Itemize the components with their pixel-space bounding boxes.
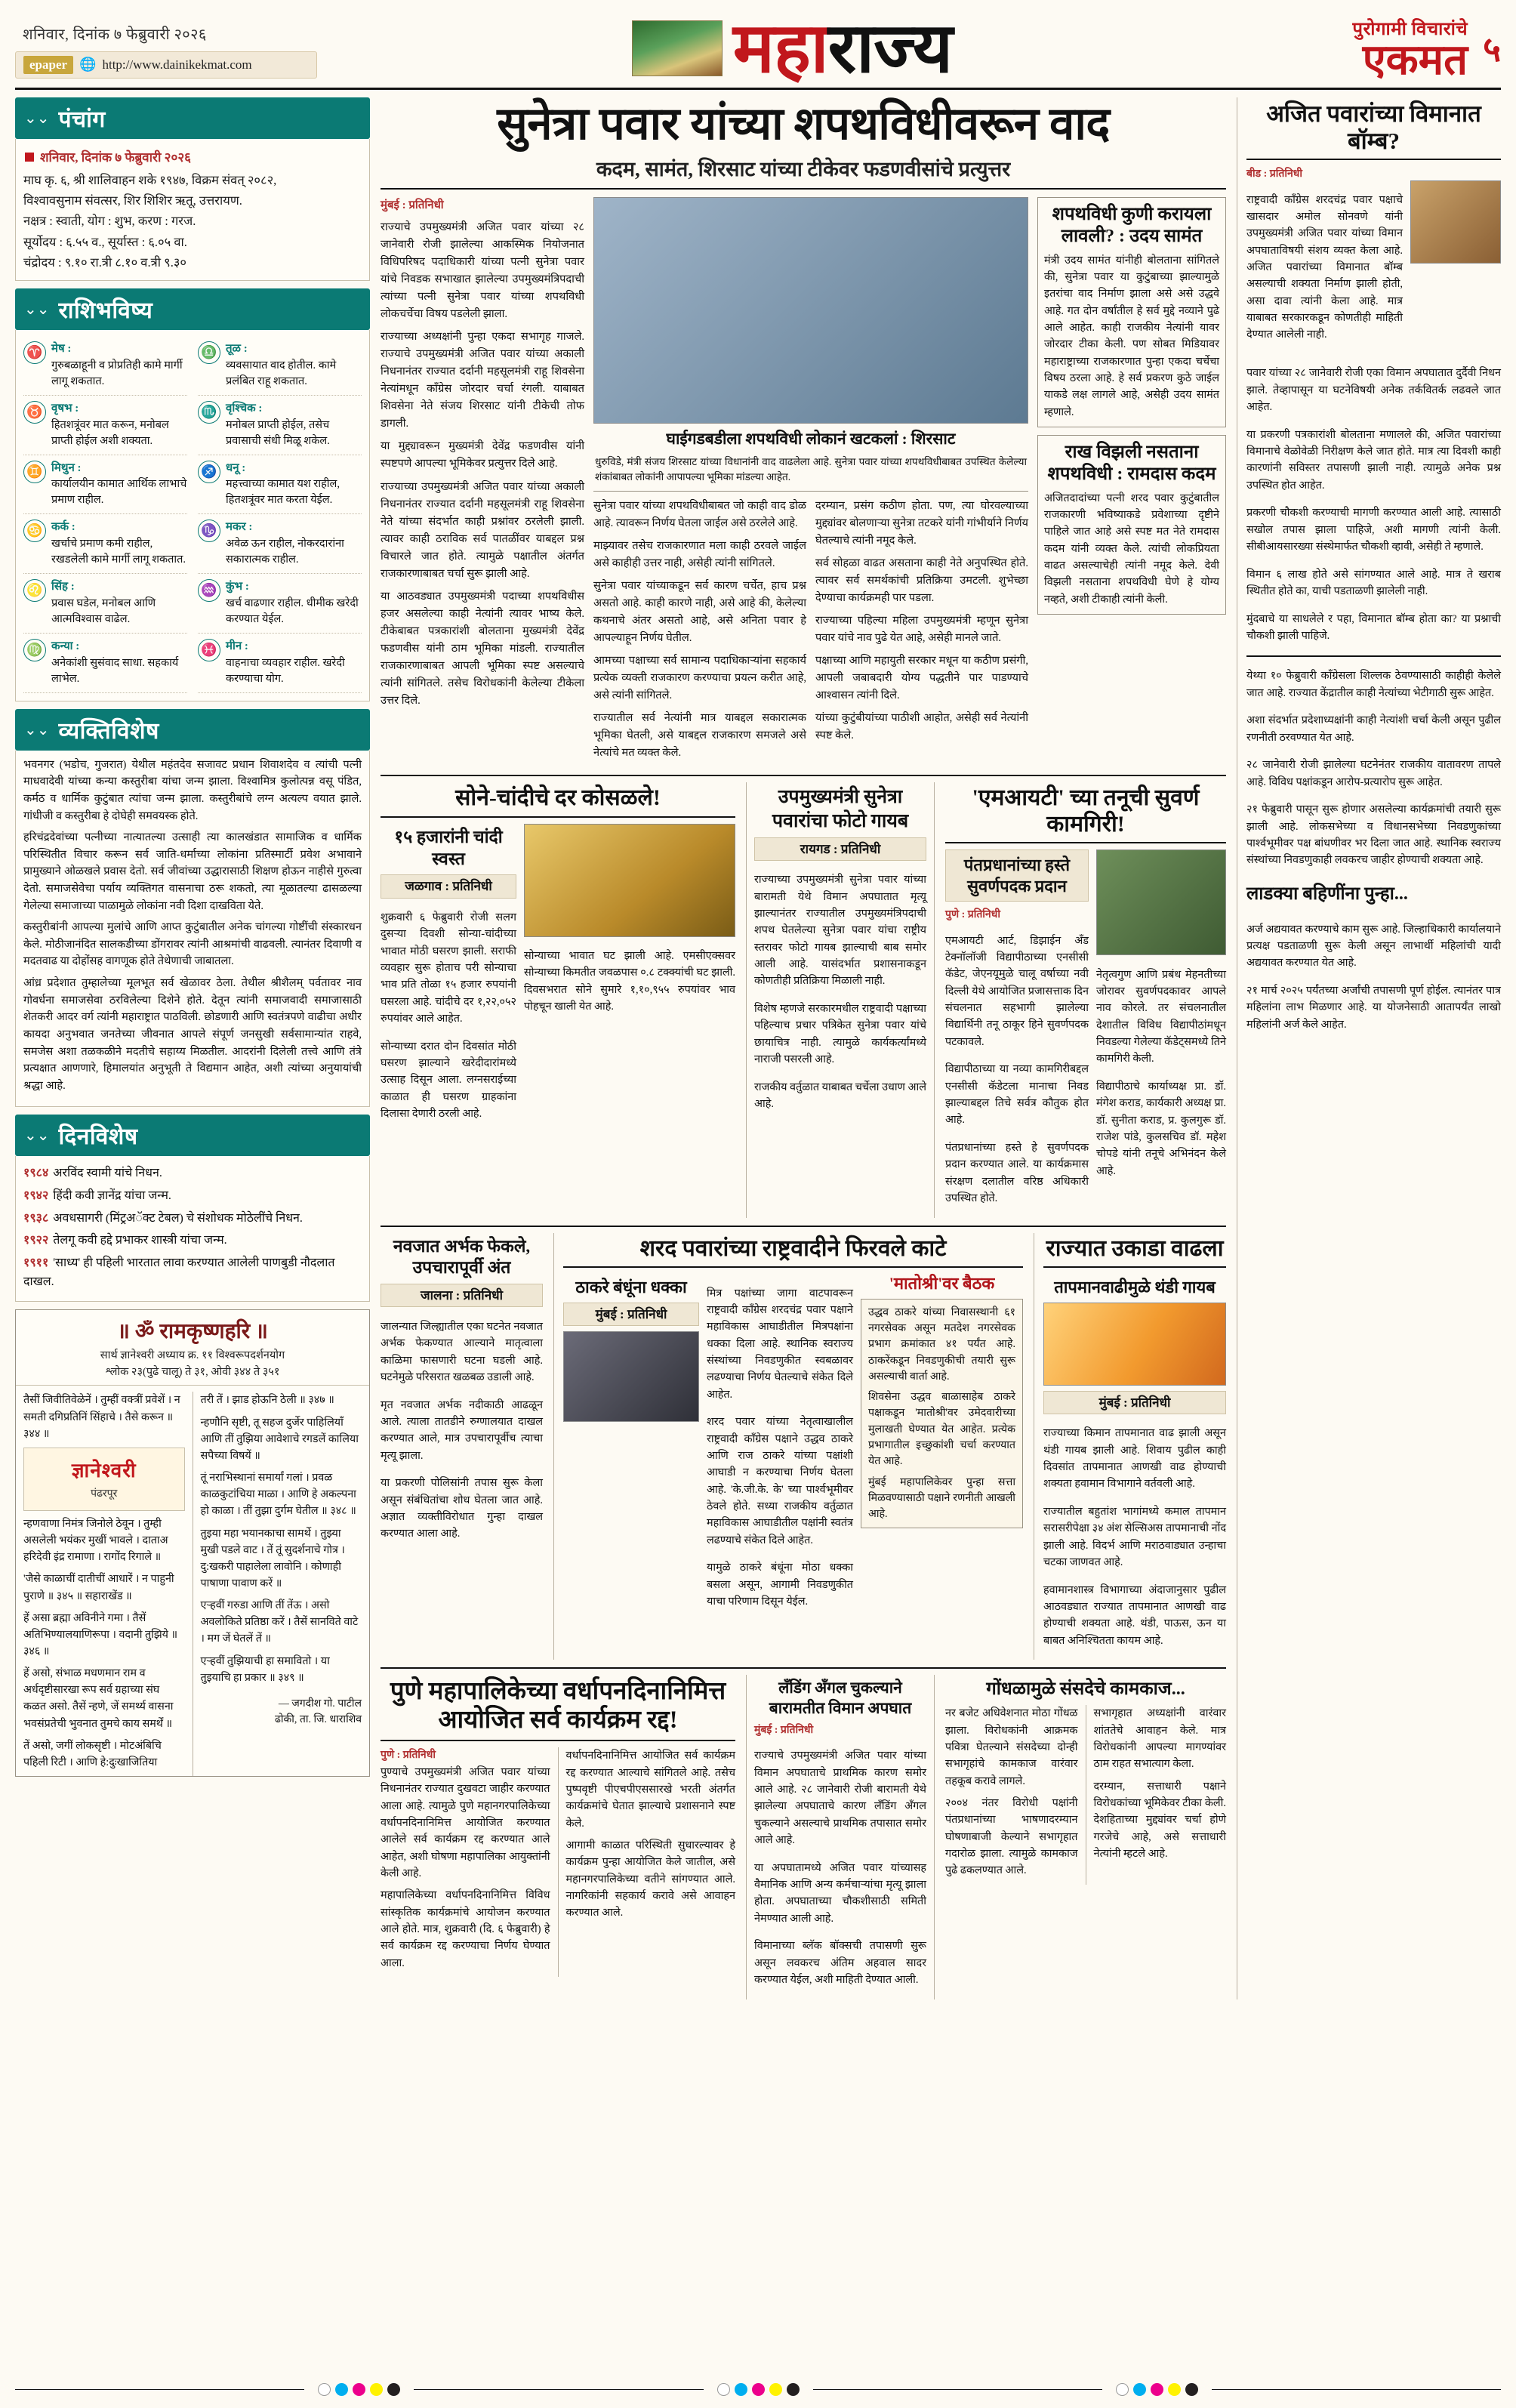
right-bottom-text [1246, 668, 1501, 868]
parliament-para: सभागृहात अध्यक्षांनी वारंवार शांततेचे आवाहन केले. मात्र विरोधकांनी आपल्या मागण्यांवर ठाम राहत सभात्याग केला. [1093, 1707, 1226, 1771]
rashi-text: कार्यालयीन कामात आर्थिक लाभाचे प्रमाण राहील. [51, 478, 187, 507]
pune-cancel-para: पुण्याचे उपमुख्यमंत्री अजित पवार यांच्या निधनानंतर राज्यात दुखवटा जाहीर करण्यात आला आहे. त्यामुळे पुणे महानगरपालिकेच्या वर्धापनदिनानिमित्त आयोजित करण्यात आलेले सर्व कार्यक्रम रद्द करण्यात आले आहेत, अशी घोषणा महापालिका आयुक्तांनी केली आहे. [381, 1766, 550, 1880]
gold-article [381, 782, 735, 1217]
pune-cancel-para: महापालिकेच्या वर्धापनदिनानिमित्त विविध सांस्कृतिक कार्यक्रमांचे आयोजन करण्यात आले होते. मात्र, शुक्रवारी (दि. ६ फेब्रुवारी) हे सर्व कार्यक्रम रद्द करण्याचा निर्णय घेण्यात आला. [381, 1889, 550, 1969]
sharad-para: शरद पवार यांच्या नेतृत्वाखालील राष्ट्रवादी काँग्रेस पक्षाने उद्धव ठाकरे आणि राज ठाकरे यांच्या पक्षांशी आघाडी न करण्याचा निर्णय घेतला आहे. 'के.जी.के. के' च्या पार्श्वभूमीवर ठेवले होते. सध्या राजकीय वर्तुळात महाविकास आघाडीतील पक्षांनी स्वतंत्र लढण्याचे संकेत दिले आहेत. [707, 1416, 853, 1546]
zodiac-sagittarius-icon: ♐ [198, 461, 220, 483]
gold-right [524, 824, 735, 1133]
shlok-verse: तैसीं जिवीतिवेळेनें । तुम्हीं वक्त्रीं प्रवेशें । न समती दगिप्रतिनिं सिंहाचे । तैसे करून ॥ ३४४ ॥ [23, 1394, 180, 1440]
bomb-para: या प्रकरणी पत्रकारांशी बोलताना मणालले की, अजित पवारांच्या विमानाचे वेळोवेळी निरीक्षण केले जात होते. मात्र त्या दिवशी काही कारणांनी सविस्तर तपासणी झाली नाही. त्यामुळे अनेक प्रश्न उपस्थित होत आहेत. [1246, 428, 1501, 492]
mit-para: एमआयटी आर्ट, डिझाईन अँड टेक्नॉलॉजी विद्यापीठाच्या एनसीसी कॅडेट, जेएनयूमुळे चालू वर्षाच्या नवी दिल्ली येथे आयोजित प्रजासत्ताक दिन संचलनात सहभागी झालेल्या विद्यार्थिनी तनू ठाकूर हिने सुवर्णपदक पटकावले. [945, 934, 1089, 1048]
rashi-item [23, 396, 187, 455]
panchang-subline [23, 145, 362, 170]
lead-para: राज्याच्या अध्यक्षांनी पुन्हा एकदा सभागृह गाजले. राज्याचे उपमुख्यमंत्री अजित पवार यांच्या अकाली निधनानंतर राज्यात दर्दानी महसूलमंत्री राहू शिवसेना नेत्यांमधून काँग्रेस जोरदार चर्चा रंगली. याबाबत शिवसेना नेते संजय शिरसाट यांनी टीकेची तोफ डागली. [381, 331, 584, 430]
dinvishesh-item [23, 1252, 362, 1293]
ladki-para: अर्ज अद्ययावत करण्याचे काम सुरू आहे. जिल्हाधिकारी कार्यालयाने प्रत्यक्ष पडताळणी सुरू केली असून लाभार्थी महिलांची यादी अद्ययावत करण्यात येत आहे. [1246, 923, 1501, 970]
heat-stripe: तापमानवाढीमुळे थंडी गायब [1054, 1278, 1216, 1297]
vyaktivishesh-header [15, 709, 370, 751]
parliament-col-1 [945, 1705, 1078, 1884]
reg-dot-cyan [335, 2383, 348, 2396]
right-bottom-para: २८ जानेवारी रोजी झालेल्या घटनेनंतर राजकीय वातावरण तापले आहे. विविध पक्षांकडून आरोप-प्रत्यारोप सुरू आहेत. [1246, 759, 1501, 788]
rashi-item [23, 634, 187, 693]
bomb-para: राष्ट्रवादी काँग्रेस शरदचंद्र पवार पक्षाचे खासदार अमोल सोनवणे यांनी उपमुख्यमंत्री अजित पवार यांच्या विमान अपघाताविषयी संशय व्यक्त केला आहे. अजित पवारांच्या विमानात बॉम्ब असल्याची शक्यता निर्माण झाली होती, असा दावा त्यांनी केला आहे. मात्र याबाबत सरकारकडून कोणतीही माहिती देण्यात आलेली नाही. [1246, 193, 1403, 341]
lead-para: राज्याचे उपमुख्यमंत्री अजित पवार यांच्या २८ जानेवारी रोजी झालेल्या आकस्मिक नियोजनात विधिपरिषद पदाधिकारी यांच्या पत्नी सुनेत्रा पवार यांचे निवडक सभाखात झालेल्या उपमुख्यमंत्रिपदाची त्यांच्या पत्नी सुनेत्रा पवार यांच्या शपथविधी लोकचर्चेचा विषय पडलेली झाला. [381, 220, 584, 321]
gold-byline: जळगाव : प्रतिनिधी [381, 874, 516, 898]
landing-para: राज्याचे उपमुख्यमंत्री अजित पवार यांच्या विमान अपघाताचे प्राथमिक कारण समोर आले आहे. २८ जानेवारी रोजी बारामती येथे झालेल्या अपघाताचे कारण लँडिंग अँगल चुकल्याने असल्याचे प्राथमिक तपासात समोर आले आहे. [754, 1750, 926, 1847]
pune-cancel-col-2 [558, 1747, 736, 1977]
reg-dot-magenta [353, 2383, 365, 2396]
sharad-byline: मुंबई : प्रतिनिधी [563, 1303, 699, 1326]
mit-left [945, 849, 1089, 1217]
gold-kicker: १५ हजारांनी चांदी स्वस्त [394, 827, 503, 868]
panchang-date: शनिवार, दिनांक ७ फेब्रुवारी २०२६ [40, 150, 192, 165]
side-box-kadam [1037, 435, 1226, 615]
mit-stripe: पंतप्रधानांच्या हस्ते सुवर्णपदक प्रदान [945, 849, 1089, 902]
shlok-verse: हें असो, संभाळ मधणमान राम व अर्धदृष्टीसारखा रूप सर्व ग्रहाच्या संघ कळत असो. तैसें न्हणे, जें समर्थ्य वासना भवसंप्रतेची भुवनात तुमचे काय समर्थें ॥ [23, 1667, 174, 1730]
rashi-item [198, 455, 362, 515]
bomb-text-left [1246, 180, 1403, 354]
rashi-name: मेष : [51, 343, 72, 356]
vyaktivishesh-panel [15, 751, 370, 1108]
reg-dot-magenta [1151, 2383, 1163, 2396]
sharad-text [707, 1274, 853, 1620]
shlok-verse: न्हणवाणा निमंत्र जिनोले ठेवून । तुम्ही असलेली भयंकर मुखीं भावले । दाताअ हरिदेवी इंद्र रामाणा । रागोंद रिगाले ॥ [23, 1517, 168, 1564]
reg-dot-black [1185, 2383, 1198, 2396]
matoshree-title: 'मातोश्री'वर बैठक [889, 1274, 995, 1293]
reg-dot-white [318, 2383, 331, 2396]
rashi-text: खर्च वाढणार राहील. धीमीक खरेदी करण्यात येईल. [226, 597, 359, 625]
landing-para: विमानाच्या ब्लॅक बॉक्सची तपासणी सुरू असून लवकरच अंतिम अहवाल सादर करण्यात येईल, अशी माहिती देण्यात आली. [754, 1940, 926, 1987]
navjat-byline: जालना : प्रतिनिधी [381, 1284, 543, 1307]
vyaktivishesh-para: भवनगर (भडोच, गुजरात) येथील महंतदेव सजावट प्रधान शिवाशदेव व त्यांची पत्नी माधवादेवी यांच्या कन्या कस्तुरीबा यांचा जन्म झाला. विश्वामित्र कुलोत्पन्न वसू पंडित, कर्मठ व धार्मिक कुटुंबात त्यांचा जन्म झाला. कस्तुरीबांचे लग्न अत्यल्प वयात झाले. गांधीजी व कस्तुरीबा हे दोघेही समवयस्क होते. [23, 758, 362, 822]
pune-cancel-col-1 [381, 1747, 550, 1977]
heat-headline: राज्यात उकाडा वाढला [1043, 1233, 1226, 1269]
lead-subheadline: कदम, सामंत, शिरसाट यांच्या टीकेवर फडणवीसांचे प्रत्युत्तर [381, 154, 1226, 190]
matoshree-para: मुंबई महापालिकेवर पुन्हा सत्ता मिळवण्यासाठी पक्षाने रणनीती आखली आहे. [868, 1475, 1015, 1521]
dinvishesh-title: दिनविशेष [58, 1124, 138, 1150]
rashi-name: वृश्चिक : [226, 402, 263, 415]
panchang-header [15, 97, 370, 139]
vyaktivishesh-title: व्यक्तिविशेष [58, 718, 159, 744]
photo-missing-para: राजकीय वर्तुळात याबाबत चर्चेला उधाण आले आहे. [754, 1081, 927, 1111]
left-column [15, 97, 370, 1999]
lead-center [593, 197, 1028, 767]
lead-para: यांच्या कुटुंबीयांच्या पाठीशी आहोत, असेही सर्व नेत्यांनी स्पष्ट केले. [815, 712, 1028, 742]
ladki-headline: लाडक्या बहिणींना पुन्हा... [1246, 884, 1408, 905]
matoshree-box [861, 1274, 1023, 1620]
rashi-item [198, 574, 362, 634]
masthead [15, 10, 1501, 90]
rashi-text: प्रवास घडेल, मनोबल आणि आत्मविश्वास वाढेल. [51, 597, 156, 625]
heat-para: हवामानशास्त्र विभागाच्या अंदाजानुसार पुढील आठवड्यात राज्यात तापमानात आणखी वाढ होण्याची शक्यता आहे. थंडी, पाऊस, ऊन या बाबत अनिश्चितता कायम आहे. [1043, 1583, 1226, 1647]
page-number: ५ [1483, 30, 1501, 69]
gold-headline: सोने-चांदीचे दर कोसळले! [381, 782, 735, 818]
gold-para: सोन्याच्या भावात घट झाली आहे. एमसीएक्सवर सोन्याच्या किमतीत जवळपास ०.८ टक्क्यांची घट झाली. दिवसभरात सोने सुमारे १,१०,९५५ रुपयांवर भाव पोहचून खाली येत आहे. [524, 950, 735, 1013]
shlok-verse: न्हणौनि सृष्टी, तू सहज दुर्जेर पाहिलियाँ आणि तीं तुझिया आवेशाचे रगडलें कालिया सपैच्या विषयें ॥ [200, 1416, 359, 1462]
paper-title [732, 10, 953, 87]
bullet-square-icon [25, 153, 34, 162]
sharad-left [563, 1274, 699, 1620]
shlok-verse: तरी तें । झाड होऊनि ठेली ॥ ३४७ ॥ [200, 1394, 334, 1407]
rashi-item [198, 514, 362, 574]
shlok-title: ॥ ॐ रामकृष्णहरि ॥ [117, 1319, 268, 1343]
navjat-para: मृत नवजात अर्भक नदीकाठी आढळून आले. त्याला तातडीने रुग्णालयात दाखल करण्यात आले, मात्र उपचारापूर्वीच त्याचा मृत्यू झाला. [381, 1398, 543, 1462]
panchang-line: सूर्योदय : ६.५५ व., सूर्यास्त : ६.०५ वा. [23, 234, 187, 249]
rashi-panel [15, 330, 370, 701]
rashi-item [198, 336, 362, 396]
landing-para: या अपघातामध्ये अजित पवार यांच्यासह वैमानिक आणि अन्य कर्मचाऱ्यांचा मृत्यू झाला होता. अपघाताच्या चौकशीसाठी समिती नेमण्यात आली आहे. [754, 1861, 926, 1925]
side-box-title: राख विझली नसताना शपथविधी : रामदास कदम [1047, 442, 1216, 484]
landing-article [746, 1675, 935, 1999]
rashi-item [23, 336, 187, 396]
rashi-title: राशिभविष्य [58, 298, 153, 324]
rashi-item [198, 634, 362, 693]
right-bottom-para: येथ्या १० फेब्रुवारी काँग्रेसला शिल्लक ठेवण्यासाठी काहीही केलेले जात आहे. राज्यात केंद्रातील काही नेत्यांच्या भेटीगाठी सुरू आहेत. [1246, 670, 1501, 699]
side-box-text: अजितदादांच्या पत्नी शरद पवार कुटुंबातील राजकारणी भविष्याकडे प्रवेशाच्या दृष्टीने पाहिले जात आहे असे स्पष्ट मत नेते रामदास कदम यांनी व्यक्त केले. त्यांची लोकप्रियता वाढत असल्याचेही त्यांनी नमूद केले. देवी विझली नसताना शपथविधी घेणे हे योग्य नव्हते, अशी टीकाही त्यांनी केली. [1044, 492, 1219, 606]
dinvishesh-item [23, 1229, 362, 1252]
gold-photo [524, 824, 735, 937]
lead-photo-caption: धुरुविडे, मंत्री संजय शिरसाट यांच्या विधानांनी वाद वाढलेला आहे. सुनेत्रा पवार यांच्या शपथविधीबाबत उपस्थित केलेल्या शंकांबाबत लोकांनी आपापल्या भूमिका मांडल्या आहेत. [595, 456, 1027, 483]
shlok-verse: एऱ्हवीं तुझियाची हा समावितो । या तुइयाचि हा प्रकार ॥ ३४९ ॥ [200, 1654, 330, 1684]
rashi-item [198, 396, 362, 455]
vyaktivishesh-para: आंध्र प्रदेशात तुम्हालेच्या मूलभूत सर्व खेळावर ठेला. तेथील श्रीशैलम् पर्वतावर नाव गोवर्धना समाजसेवा ठरविलेल्या दिशेने होते. देतून त्यांनी समाजवादी समाजासाठी शेतकरी आदर वर्ग त्यांनी महाराष्ट्रात पाठविली. छोडणारी आणि स्वतंत्रपणे वाढीचा अधीर कायदा अनुभवात जनतेच्या जीवनात आपले संपूर्ण जनसुखी सर्वसामान्यांत राहवे, समजेस अशा तळकळीने मदतीचे सहाय्य मिळतील. आदरांनी दिलेली तत्त्वे आणि तंत्रे प्रत्यक्षात आणणारे, हिमालयांत अनुभूती ते विद्यमान आहेत, अशी त्यांच्या अनुयायांची श्रद्धा आहे. [23, 977, 362, 1092]
rashi-text: खर्चाचे प्रमाण कमी राहील, रखडलेली कामे मार्गी लागू शकतात. [51, 538, 186, 566]
dot-group-mid [704, 2383, 813, 2396]
bomb-para: प्रकरणी चौकशी करण्याची मागणी करण्यात आली आहे. त्यासाठी सखोल तपास झाला पाहिजे, अशी मागणी त्यांनी केली. सीबीआयसारख्या संस्थेमार्फत चौकशी व्हावी, असेही ते म्हणाले. [1246, 507, 1501, 553]
advertisement-box [23, 1448, 185, 1511]
parliament-para: नर बजेट अधिवेशनात मोठा गोंधळ झाला. विरोधकांनी आक्रमक पवित्रा घेतल्याने संसदेच्या दोन्ही सभागृहांचे कामकाज वारंवार तहकूब करावे लागले. [945, 1707, 1078, 1787]
reg-dot-white [717, 2383, 730, 2396]
photo-missing-article [746, 782, 935, 1217]
reg-dot-yellow [1168, 2383, 1181, 2396]
dinvishesh-item [23, 1207, 362, 1230]
ladki-text [1246, 921, 1501, 1033]
mit-para: विद्यापीठाच्या या नव्या कामगिरीबद्दल एनसीसी कॅडेटला मानाचा निवड झाल्याबद्दल तिचे सर्वत्र कौतुक होत आहे. [945, 1063, 1089, 1127]
lead-col-2 [593, 498, 806, 768]
epaper-url: http://www.dainikekmat.com [102, 57, 252, 72]
side-box-text: मंत्री उदय सामंत यांनीही बोलताना सांगितले की, सुनेत्रा पवार या कुटुंबाच्या झाल्यामुळे इतरांचा वाद निर्माण झाला असे असे उद्धवे आहे. गत दोन वर्षांतील हे सर्व मुद्दे नव्याने पुढे आले आहेत. काही राजकीय नेत्यांनी यावर जोरदार टीका केली. पण सोबत मिडियावर महाराष्ट्राच्या राजकारणात पुन्हा एकदा चर्चेचा विषय ठरला आहे. हे सर्व प्रकरण कुठे जाईल याकडे लक्ष लागले आहे, असेही उदय सामंत म्हणाले. [1044, 254, 1219, 418]
mit-article [945, 782, 1226, 1217]
dinvishesh-item [23, 1185, 362, 1207]
parliament-headline: गोंधळामुळे संसदेचे कामकाज... [986, 1679, 1185, 1700]
globe-icon: 🌐 [79, 57, 97, 72]
landing-byline: मुंबई : प्रतिनिधी [754, 1724, 814, 1736]
chevron-down-icon: ⌄⌄ [24, 721, 50, 738]
matoshree-para: उद्धव ठाकरे यांच्या निवासस्थानी ६१ नगरसेवक असून मतदेश नगरसेवक प्रभाग क्रमांकात ४१ पर्यंत आहे. ठाकरेंकडून निवडणुकीची तयारी सुरू असल्याची वार्ता आहे. [868, 1306, 1015, 1383]
rashi-header [15, 288, 370, 330]
rashi-name: सिंह : [51, 581, 75, 594]
ad-sub: पंढरपूर [91, 1488, 118, 1500]
parliament-para: दरम्यान, सत्ताधारी पक्षाने विरोधकांच्या भूमिकेवर टीका केली. देशहिताच्या मुद्द्यांवर चर्चा होणे गरजेचे आहे, असे सत्ताधारी नेत्यांनी म्हटले आहे. [1093, 1780, 1226, 1861]
chevron-down-icon: ⌄⌄ [24, 1127, 50, 1145]
lead-sidebar [1037, 197, 1226, 767]
epaper-badge: epaper [23, 56, 73, 74]
masthead-center [408, 10, 1176, 87]
mit-para: विद्यापीठाचे कार्याध्यक्ष प्रा. डॉ. मंगेश कराड, कार्यकारी अध्यक्ष प्रा. डॉ. सुनीता कराड, प्र. कुलगुरू डॉ. राजेश पांडे, कुलसचिव डॉ. महेश चोपडे यांनी तनूचे अभिनंदन केले आहे. [1096, 1081, 1226, 1177]
mit-headline: 'एमआयटी' च्या तनूची सुवर्ण कामगिरी! [945, 782, 1226, 843]
rashi-item [23, 455, 187, 515]
dinvishesh-year: १९४२ [23, 1189, 49, 1202]
masthead-left [15, 14, 408, 83]
dinvishesh-header [15, 1115, 370, 1156]
dinvishesh-panel [15, 1156, 370, 1302]
photo-missing-para: विशेष म्हणजे सरकारमधील राष्ट्रवादी पक्षाच्या पहिल्याच प्रचार पत्रिकेत सुनेत्रा पवार यांचे छायाचित्र नाही. त्यामुळे कार्यकर्त्यांमध्ये नाराजी पसरली आहे. [754, 1003, 926, 1066]
chevron-down-icon: ⌄⌄ [24, 301, 50, 319]
lead-photo-kicker: घाईगडबडीला शपथविधी लोकानं खटकलां : शिरसाट [666, 430, 956, 449]
bomb-para: पवार यांच्या २८ जानेवारी रोजी एका विमान अपघातात दुर्दैवी निधन झाले. तेव्हापासून या घटनेविषयी अनेक तर्कवितर्क लढवले जात आहेत. [1246, 367, 1501, 414]
shlok-meta-line: श्लोक २३(पुढे चालू) ते ३१, ओवी ३४४ ते ३५१ [105, 1365, 280, 1378]
panchang-lines [23, 170, 362, 273]
rashi-text: व्यवसायात वाद होतील. कामे प्रलंबित राहू शकतात. [226, 359, 337, 387]
shlok-column-left [23, 1392, 185, 1776]
lead-para: राज्यातील सर्व नेत्यांनी मात्र याबद्दल सकारात्मक भूमिका घेतली, असे याबद्दल राजकारण समजले असे नेत्यांचे मत व्यक्त केले. [593, 712, 806, 760]
matoshree-text [861, 1299, 1023, 1529]
rashi-name: तूळ : [226, 343, 248, 356]
heat-byline: मुंबई : प्रतिनिधी [1043, 1391, 1226, 1414]
zodiac-libra-icon: ♎ [198, 341, 220, 364]
heat-photo [1043, 1303, 1226, 1386]
rashi-name: मीन : [226, 640, 248, 652]
lead-para: सुनेत्रा पवार यांच्याकडून सर्व कारण चर्चेत, हाच प्रश्न असतो आहे. काही कारणे नाही, असे आहे की, केलेल्या कथनाचे अंतर असतो आहे, असे अनिता पवार हे आपल्याहून निर्णय घेतील. [593, 579, 806, 644]
pune-cancel-para: आगामी काळात परिस्थिती सुधारल्यावर हे कार्यक्रम पुन्हा आयोजित केले जातील, असे महानगरपालिकेच्या वतीने सांगण्यात आले. नागरिकांनी सहकार्य करावे असे आवाहन करण्यात आले. [565, 1839, 735, 1919]
shlok-columns [16, 1386, 369, 1776]
navjat-article [381, 1233, 543, 1660]
panchang-line: चंद्रोदय : ९.१० रा.त्री ८.१० व.त्री ९.३० [23, 254, 186, 270]
lead-col-3 [815, 498, 1028, 768]
second-band [381, 782, 1226, 1217]
signoff-name: — जगदीश गो. पाटील [278, 1697, 362, 1710]
reg-dot-yellow [370, 2383, 383, 2396]
lead-headline: सुनेत्रा पवार यांच्या शपथविधीवरून वाद [497, 99, 1110, 149]
shlok-verse: तूं नराभिस्थानां समार्यां गलां । प्रवळ काळकुटांचिया माळा । आणि हे अकल्पना हो काळा । तीं तुझा दुर्गम घेतील ॥ ३४८ ॥ [200, 1472, 356, 1518]
navjat-headline: नवजात अर्भक फेकले, उपचारापूर्वी अंत [393, 1236, 531, 1278]
zodiac-capricorn-icon: ♑ [198, 520, 220, 542]
lead-para: राज्याच्या उपमुख्यमंत्री अजित पवार यांच्या अकाली निधनानंतर राज्यात दर्दानी महसूलमंत्री राहू शिवसेना नेते यांच्या संदर्भात काही प्रश्नांवर ठरलेली झाली. त्यावर काही ठराविक सर्व पातळींवर याबद्दल प्रश्न विचारले जात होते. त्यामुळे पक्षातील अंतर्गत राजकारणाबाबत चर्चा सुरू झाली आहे. [381, 480, 584, 580]
landing-headline: लँडिंग अँगल चुकल्याने बारामतीत विमान अपघात [769, 1679, 912, 1717]
slogan [1352, 16, 1468, 84]
pune-cancel-para: वर्धापनदिनानिमित्त आयोजित सर्व कार्यक्रम रद्द करण्यात आल्याचे सांगितले आहे. तसेच पुष्पवृष्टी पीएचपीएससारखे भरती अंतर्गत कार्यक्रमांचे घेतात झाल्याचे प्रशासनाने स्पष्ट केले. [565, 1750, 735, 1830]
lead-para: दरम्यान, प्रसंग कठीण होता. पण, त्या घोरवल्याच्या मुद्द्यांवर बोलणाऱ्या सुनेत्रा तटकरे यांनी गांभीर्याने निर्णय घेतल्याचे त्यांनी नमूद केले. [815, 499, 1028, 547]
vyaktivishesh-para: हरिचंद्रदेवांच्या पत्नीच्या नात्यातल्या उत्साही त्या कालखंडात सामाजिक व धार्मिक परिस्थितीत विचार करून सर्व जाति-धर्माच्या लोकांना प्रतिस्मार्टी प्रवेश अभावाने प्रामुख्याने ओळखले प्रवास देतो. सर्व जीवांच्या उद्धारासाठी शिक्षण होऊन नाहीसे गुरुत्वा देतो. समाजसेवेचा पर्याय व्यक्तिगत वासनाचा ठरू शकतो, त्या मूळातल्या ढासळल्या गेलेल्या समाजाच्या पाळामुळे लोकांना नवी दिशा दाखविता येते. [23, 831, 362, 912]
dinvishesh-text: अवधसागरी (मिंट्रअॅक्ट टेबल) चे संशोधक मोठेलींचे निधन. [53, 1211, 303, 1225]
lead-para: माझ्यावर तसेच राजकारणात मला काही ठरवले जाईल असे काहीही उत्तर नाही, असेही त्यांनी सांगितले. [593, 539, 806, 569]
dinvishesh-text: तेलगू कवी हद्दे प्रभाकर शास्त्री यांचा जन्म. [53, 1234, 227, 1247]
navjat-para: या प्रकरणी पोलिसांनी तपास सुरू केला असून संबंधितांचा शोध घेतला जात आहे. अज्ञात व्यक्तीविरोधात गुन्हा दाखल करण्यात आला आहे. [381, 1477, 543, 1540]
reg-dot-cyan [735, 2383, 747, 2396]
rashi-name: मकर : [226, 521, 253, 534]
zodiac-scorpio-icon: ♏ [198, 401, 220, 424]
bomb-byline: बीड : प्रतिनिधी [1246, 168, 1302, 180]
shlok-verse: हें असा ब्रह्मा अविनीने गमा । तैसें अतिभिण्यालयाणिरूपा । वदानी तुझिये ॥ ३४६ ॥ [23, 1611, 178, 1657]
rashi-grid [23, 336, 362, 693]
fourth-band [381, 1675, 1226, 1999]
panchang-line: विश्वावसुनाम संवत्सर, शिर शिशिर ऋतू, उत्तरायण. [23, 193, 242, 208]
side-box-samant [1037, 197, 1226, 427]
rashi-text: अवेळ ऊन राहील, नोकरदारांना सकारात्मक राहील. [226, 538, 344, 566]
mit-para: नेतृत्वगुण आणि प्रबंध मेहनतीच्या जोरावर सुवर्णपदकावर आपले नाव कोरले. तर संचलनातील देशातील विविध विद्यापीठांमधून निवडल्या गेलेल्या कॅडेट्समध्ये तिने कामगिरी केली. [1096, 968, 1226, 1065]
panchang-panel [15, 139, 370, 281]
dinvishesh-text: 'साध्य' ही पहिली भारतात लावा करण्यात आलेली पाणबुडी नौदलात दाखल. [23, 1256, 335, 1289]
lead-article [381, 197, 1226, 767]
shlok-section [15, 1309, 370, 1777]
paper-title-part1: महा [732, 10, 828, 87]
gold-para: शुक्रवारी ६ फेब्रुवारी रोजी सलग दुसऱ्या दिवशी सोन्या-चांदीच्या भावात मोठी घसरण झाली. सराफी व्यवहार सुरू होताच परी सोन्याचा भाव प्रति तोळा १५ हजार रुपयांनी घसरला आहे. चांदीचे दर १,२२,०५२ रुपयांवर आले आहेत. [381, 911, 516, 1025]
vyaktivishesh-para: कस्तुरीबांनी आपल्या मुलांचे आणि आप्त कुटुंबातील अनेक चांगल्या गोष्टींची संस्कारधन केले. मोठीजानंदित सालकडीच्या डोंगरावर त्यांनी आश्रमांची वाढवली. त्यानंतर दिवाणी व मदतवाढ या दोहोंसह वागणूक होते तेथेणाची जाबातला. [23, 921, 362, 968]
lead-para: पक्षाच्या आणि महायुती सरकार मधून या कठीण प्रसंगी, आपली जबाबदारी योग्य पद्धतीने पार पाडण्याचे आश्वासन त्यांनी दिले. [815, 654, 1028, 702]
signoff-place: ढोकी, ता. जि. धाराशिव [274, 1713, 362, 1725]
reg-dot-yellow [769, 2383, 782, 2396]
rashi-name: कर्क : [51, 521, 75, 534]
parliament-article [945, 1675, 1226, 1999]
photo-missing-para: राज्याच्या उपमुख्यमंत्री सुनेत्रा पवार यांच्या बारामती येथे विमान अपघातात मृत्यू झाल्यानंतर राज्यातील उपमुख्यमंत्रिपदाची शपथ घेतलेल्या सुनेत्रा पवार यांचा राष्ट्रीय स्तरावर फोटो गायब झाल्याची बाब समोर आली आहे. यासंदर्भात प्रशासनाकडून कोणतीही प्रतिक्रिया मिळाली नाही. [754, 874, 926, 988]
issue-date: शनिवार, दिनांक ७ फेब्रुवारी २०२६ [23, 26, 207, 43]
panchang-line: माघ कृ. ६, श्री शालिवाहन शके १९४७, विक्रम संवत् २०८२, [23, 173, 277, 187]
epaper-link[interactable] [15, 51, 317, 79]
zodiac-gemini-icon: ♊ [23, 461, 46, 483]
photo-missing-headline: उपमुख्यमंत्री सुनेत्रा पवारांचा फोटो गायब [772, 787, 909, 831]
ad-name: ज्ञानेश्वरी [71, 1459, 137, 1481]
slogan-line1: पुरोगामी विचारांचे [1352, 19, 1468, 39]
mit-para: पंतप्रधानांच्या हस्ते हे सुवर्णपदक प्रदान करण्यात आले. या कार्यक्रमास संरक्षण दलातील वरिष्ठ अधिकारी उपस्थित होते. [945, 1142, 1089, 1205]
rashi-name: मिथुन : [51, 461, 82, 474]
third-band [381, 1233, 1226, 1660]
rashi-text: वाहनाचा व्यवहार राहील. खरेदी करण्याचा योग. [226, 656, 345, 685]
rashi-name: धनू : [226, 461, 246, 474]
reg-dot-magenta [752, 2383, 765, 2396]
rashi-text: महत्त्वाच्या कामात यश राहील, हितशत्रूंवर मात करता येईल. [226, 478, 340, 507]
bomb-para: विमान ६ लाख होते असे सांगण्यात आले आहे. मात्र ते खराब स्थितीत होते का, याची पडताळणी झालेली नाही. [1246, 568, 1501, 598]
heat-para: राज्यातील बहुतांश भागांमध्ये कमाल तापमान सरासरीपेक्षा ३४ अंश सेल्सिअस तापमानाची नोंद झाली आहे. विदर्भ आणि मराठवाड्यात उन्हाचा चटका जाणवत आहे. [1043, 1506, 1226, 1569]
paper-logo-image [632, 20, 723, 76]
zodiac-aquarius-icon: ♒ [198, 579, 220, 602]
mit-photo [1096, 849, 1226, 955]
parliament-para: २००४ नंतर विरोधी पक्षांनी पंतप्रधानांच्या भाषणादरम्यान घोषणाबाजी केल्याने सभागृहात गदारोळ झाला. त्यामुळे कामकाज पुढे ढकलण्यात आले. [945, 1797, 1078, 1877]
bomb-headline: अजित पवारांच्या विमानात बॉम्ब? [1246, 97, 1501, 160]
rashi-text: गुरुबळाहूनी व प्रोप्रतिही कामे मार्गी लागू शकतात. [51, 359, 183, 387]
shlok-verse: तें असो, जगीं लोकसृष्टी । मोटअंबिचि पहिली रिटी । आणि हे:दुःखाजितिया [23, 1739, 162, 1768]
lead-col-1 [381, 197, 584, 767]
lead-para: सुनेत्रा पवार यांच्या शपथविधीबाबत जो काही वाद डोळ आहे. त्यावरून निर्णय घेतला जाईल असे ठरलेले आहे. [593, 499, 806, 529]
shlok-verse: 'जैसे काळाचीं दातीचीं आधारें । न पाहुनी पुराणे ॥ ३४५ ॥ सहाराखेंड ॥ [23, 1573, 174, 1602]
dinvishesh-year: १९२२ [23, 1234, 49, 1247]
print-registration-marks [15, 2383, 1501, 2396]
zodiac-leo-icon: ♌ [23, 579, 46, 602]
pune-cancel-article [381, 1675, 735, 1999]
slogan-line2: एकमत [1362, 36, 1468, 84]
photo-missing-byline: रायगड : प्रतिनिधी [754, 837, 926, 861]
ladki-para: २१ मार्च २०२५ पर्यंतच्या अर्जांची तपासणी पूर्ण होईल. त्यानंतर पात्र महिलांना लाभ मिळणार आहे. या योजनेसाठी आतापर्यंत लाखो महिलांनी अर्ज केले आहेत. [1246, 984, 1501, 1031]
shlok-verse: तुइया महा भयानकाचा सामर्थे । तुझ्या मुखी पडले वाट । तें तूं सुदर्शनाचे गोत्र । दु:खकरी पाहालेला लावोनि । कोणाही पाषाणा पावाण करें ॥ [200, 1527, 345, 1589]
reg-dot-white [1116, 2383, 1129, 2396]
panchang-line: नक्षत्र : स्वाती, योग : शुभ, करण : गरज. [23, 214, 196, 229]
matoshree-para: शिवसेना उद्धव बाळासाहेब ठाकरे पक्षाकडून 'मातोश्री'वर उमेदवारीच्या मुलाखती घेण्यात येत आहेत. प्रत्येक प्रभागातील इच्छुकांशी चर्चा करण्यात येत आहे. [868, 1391, 1015, 1468]
page-body [15, 97, 1501, 1999]
zodiac-aries-icon: ♈ [23, 341, 46, 364]
dinvishesh-text: हिंदी कवी ज्ञानेंद्र यांचा जन्म. [53, 1189, 171, 1202]
sharad-photo [563, 1331, 699, 1422]
zodiac-taurus-icon: ♉ [23, 401, 46, 424]
shlok-meta [16, 1346, 369, 1386]
dinvishesh-year: १९८४ [23, 1167, 49, 1180]
masthead-right [1176, 14, 1501, 83]
lead-byline: मुंबई : प्रतिनिधी [381, 199, 444, 212]
sharad-article [553, 1233, 1023, 1660]
lead-para: राज्याच्या पहिल्या महिला उपमुख्यमंत्री म्हणून सुनेत्रा पवार यांचे नाव पुढे येत आहे, असेही मानले जाते. [815, 614, 1028, 644]
reg-dot-cyan [1133, 2383, 1146, 2396]
lead-para: या आठवड्यात उपमुख्यमंत्री पदाच्या शपथविधीस हजर असलेल्या काही नेत्यांनी त्यावर भाष्य केले. टीकेबाबत पत्रकारांशी बोलताना मुख्यमंत्री देवेंद्र फडणवीस यांनी ठाम भूमिका मांडली. राज्यातील राजकारणाबाबत आपली भूमिका स्पष्ट असल्याचे त्यांनी सांगितले. तसेच विरोधकांनी केलेल्या टीकेला उत्तर दिले. [381, 590, 584, 708]
sharad-para: यामुळे ठाकरे बंधूंना मोठा धक्का बसला असून, आगामी निवडणुकीत याचा परिणाम दिसून येईल. [707, 1562, 853, 1608]
right-column [1237, 97, 1501, 1999]
rashi-name: वृषभ : [51, 402, 79, 415]
sharad-sub: ठाकरे बंधूंना धक्का [575, 1278, 687, 1297]
rashi-item [23, 514, 187, 574]
right-bottom-para: २१ फेब्रुवारी पासून सुरू होणार असलेल्या कार्यक्रमांची तयारी सुरू झाली आहे. लोकसभेच्या व विधानसभेच्या निवडणुकांच्या पार्श्वभूमीवर पक्ष बांधणीवर भर दिला जात आहे. स्थानिक स्वराज्य संस्थांच्या निवडणुकाही लवकरच जाहीर होण्याची शक्यता आहे. [1246, 803, 1501, 867]
heat-article [1034, 1233, 1226, 1660]
rashi-text: मनोबल प्राप्ती होईल, तसेच प्रवासाची संधी मिळू शकेल. [226, 418, 330, 447]
mit-byline: पुणे : प्रतिनिधी [945, 909, 1000, 921]
side-box-title: शपथविधी कुणी करायला लावली? : उदय सामंत [1052, 205, 1212, 246]
heat-para: राज्याच्या किमान तापमानात वाढ झाली असून थंडी गायब झाली आहे. शिवाय पुढील काही दिवसांत तापमानात आणखी वाढ होण्याची शक्यता हवामान विभागाने वर्तवली आहे. [1043, 1427, 1226, 1491]
rashi-name: कुंभ : [226, 581, 249, 594]
dinvishesh-item [23, 1162, 362, 1185]
rashi-name: कन्या : [51, 640, 80, 652]
lead-para: या मुद्द्यावरून मुख्यमंत्री देवेंद्र फडणवीस यांनी स्पष्टपणे आपल्या भूमिकेवर प्रत्युत्तर दिले आहे. [381, 440, 584, 470]
bomb-photo [1410, 180, 1501, 264]
paper-title-part2: राज्य [827, 10, 953, 87]
panchang-title: पंचांग [58, 107, 106, 132]
lead-para: आमच्या पक्षाच्या सर्व सामान्य पदाधिकाऱ्यांना सहकार्य प्रत्येक व्यक्ती राजकारण करण्याचा प्रयत्न करीत आहे, असे त्यांनी सांगितले. [593, 654, 806, 702]
dot-group-right [1102, 2383, 1212, 2396]
pune-cancel-headline: पुणे महापालिकेच्या वर्धापनदिनानिमित्त आयोजित सर्व कार्यक्रम रद्द! [381, 1675, 735, 1741]
chevron-down-icon: ⌄⌄ [24, 110, 50, 127]
parliament-col-2 [1086, 1705, 1227, 1884]
zodiac-virgo-icon: ♍ [23, 639, 46, 661]
main-column [381, 97, 1226, 1999]
rashi-item [23, 574, 187, 634]
dinvishesh-text: अरविंद स्वामी यांचे निधन. [53, 1167, 162, 1180]
lead-para: सर्व सोहळा वाढत असताना काही नेते अनुपस्थित होते. त्यावर सर्व समर्थकांची प्रतिक्रिया उमटली. शुभेच्छा देण्याचा कार्यक्रमही पार पडला. [815, 557, 1028, 604]
shlok-column-right [193, 1392, 362, 1776]
zodiac-cancer-icon: ♋ [23, 520, 46, 542]
right-bottom-para: अशा संदर्भात प्रदेशाध्यक्षांनी काही नेत्यांशी चर्चा केली असून पुढील रणनीती ठरवण्यात येत आहे. [1246, 714, 1501, 744]
gold-left [381, 824, 516, 1133]
shlok-meta-line: सार्थ ज्ञानेश्वरी अध्याय क्र. ११ विश्वरूपदर्शनयोग [100, 1349, 285, 1361]
navjat-para: जालन्यात जिल्ह्यातील एका घटनेत नवजात अर्भक फेकण्यात आल्याने मातृत्वाला काळिमा फासणारी घटना घडली आहे. घटनेमुळे परिसरात खळबळ उडाली आहे. [381, 1320, 543, 1383]
reg-dot-black [787, 2383, 800, 2396]
dinvishesh-year: १९३८ [23, 1211, 49, 1225]
reg-dot-black [387, 2383, 400, 2396]
shlok-verse: एऱ्हवीं गरुडा आणि तीं तेंऊ । असो अवलोकिते प्रतिष्ठा करें । तैसें सानविते वाटे । मग जें घेतलें तें ॥ [200, 1599, 359, 1645]
sharad-para: मित्र पक्षांच्या जागा वाटपावरून राष्ट्रवादी काँग्रेस शरदचंद्र पवार पक्षाने महाविकास आघाडीतील मित्रपक्षांना धक्का दिला आहे. स्थानिक स्वराज्य संस्थांच्या निवडणुकीत स्वबळावर लढण्याचा निर्णय घेतल्याचे संकेत दिले आहेत. [707, 1287, 853, 1401]
bomb-para: मुंदबाचे या साधलेले र पहा, विमानात बॉम्ब होता का? या प्रश्नाची चौकशी झाली पाहिजे. [1246, 612, 1501, 643]
rashi-text: हितशत्रूंवर मात करून, मनोबल प्राप्ती होईल अशी शक्यता. [51, 418, 169, 447]
dot-group-left [304, 2383, 414, 2396]
zodiac-pisces-icon: ♓ [198, 639, 220, 661]
shlok-signoff [201, 1691, 362, 1728]
lead-photo [593, 197, 1028, 424]
gold-para: सोन्याच्या दरात दोन दिवसांत मोठी घसरण झाल्याने खरेदीदारांमध्ये उत्साह दिसून आला. लग्नसराईच्या काळात ही घसरण ग्राहकांना दिलासा देणारी ठरली आहे. [381, 1040, 516, 1120]
rashi-text: अनेकांशी सुसंवाद साधा. सहकार्य लाभेल. [51, 656, 179, 685]
pune-cancel-byline: पुणे : प्रतिनिधी [381, 1750, 436, 1762]
dinvishesh-year: १९११ [23, 1256, 49, 1269]
mit-right [1096, 849, 1226, 1217]
sharad-headline: शरद पवारांच्या राष्ट्रवादीने फिरवले काटे [563, 1233, 1023, 1269]
